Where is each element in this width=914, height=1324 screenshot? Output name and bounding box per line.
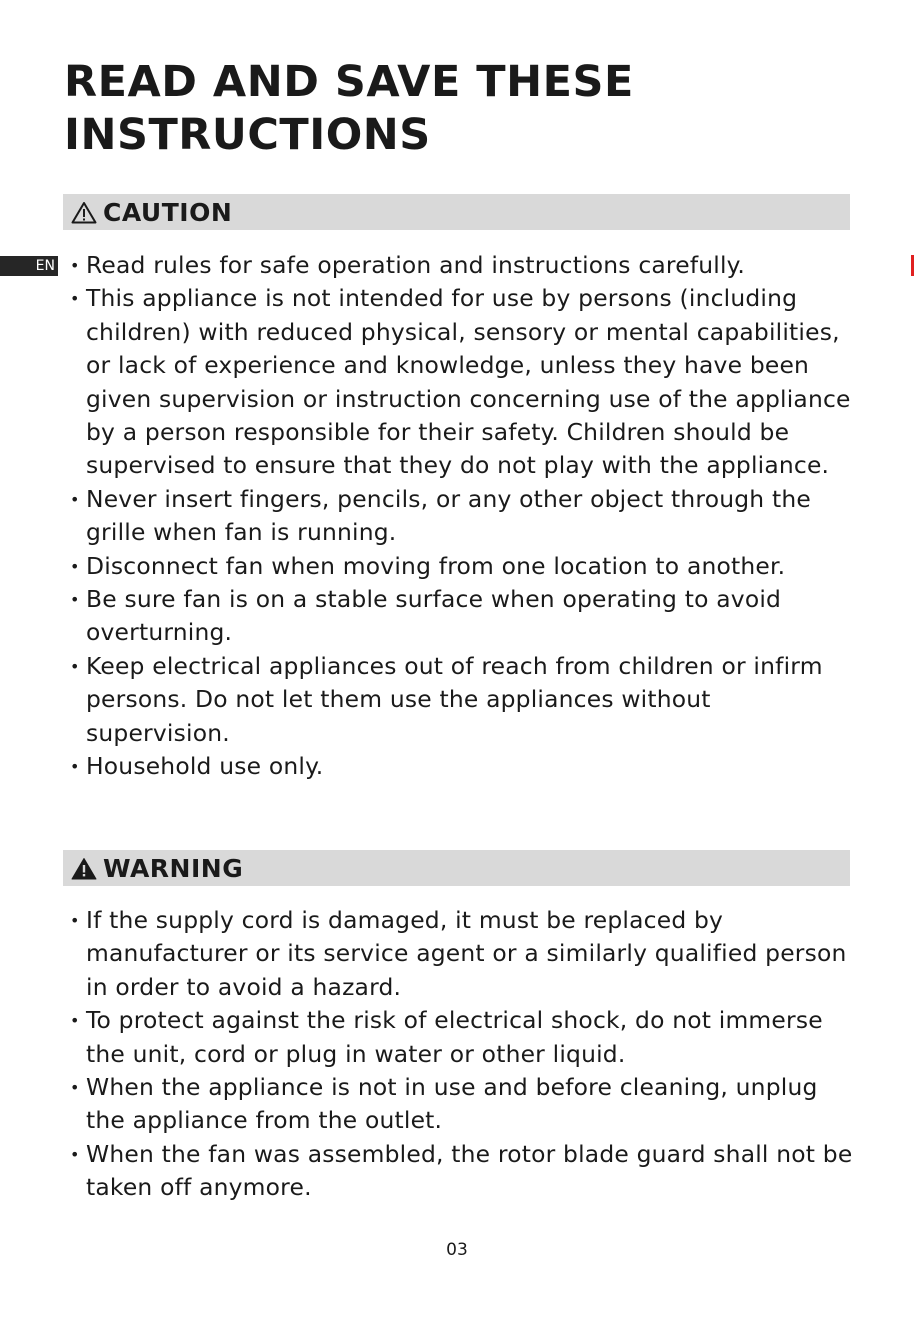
caution-item: • Read rules for safe operation and instructions carefully. [70,249,860,282]
warning-item: • If the supply cord is damaged, it must be replaced by manufacturer or its service agent or a similarly qualified person in order to avoid a hazard. [70,904,860,1004]
caution-item: • Be sure fan is on a stable surface when operating to avoid overturning. [70,583,860,650]
caution-item: • Disconnect fan when moving from one location to another. [70,550,860,583]
warning-heading: WARNING [103,853,244,883]
caution-item: • This appliance is not intended for use by persons (including children) with reduced physical, sensory or mental capabilities, or lack of experience and knowledge, unless they have been given supervision or instruction concerning use of the appliance by a person responsible for their safety. Children should be supervised to ensure that they do not play with the appliance. [70,282,860,482]
caution-item: • Household use only. [70,750,860,783]
warning-item: • To protect against the risk of electrical shock, do not immerse the unit, cord or plug in water or other liquid. [70,1004,860,1071]
page-number: 03 [446,1240,468,1260]
warning-heading-bar [63,850,850,886]
warning-item: • When the appliance is not in use and before cleaning, unplug the appliance from the outlet. [70,1071,860,1138]
caution-item: • Keep electrical appliances out of reach from children or infirm persons. Do not let them use the appliances without supervision. [70,650,860,750]
caution-list [70,249,860,784]
language-tab: EN [0,256,58,276]
warning-item: • When the fan was assembled, the rotor blade guard shall not be taken off anymore. [70,1138,860,1205]
page-title: READ AND SAVE THESE INSTRUCTIONS [64,57,634,160]
caution-item: • Never insert fingers, pencils, or any other object through the grille when fan is running. [70,483,860,550]
warning-list [70,904,860,1205]
warning-triangle-outline-icon [71,201,97,224]
caution-heading: CAUTION [103,197,233,227]
warning-triangle-filled-icon [71,857,97,880]
caution-heading-bar [63,194,850,230]
